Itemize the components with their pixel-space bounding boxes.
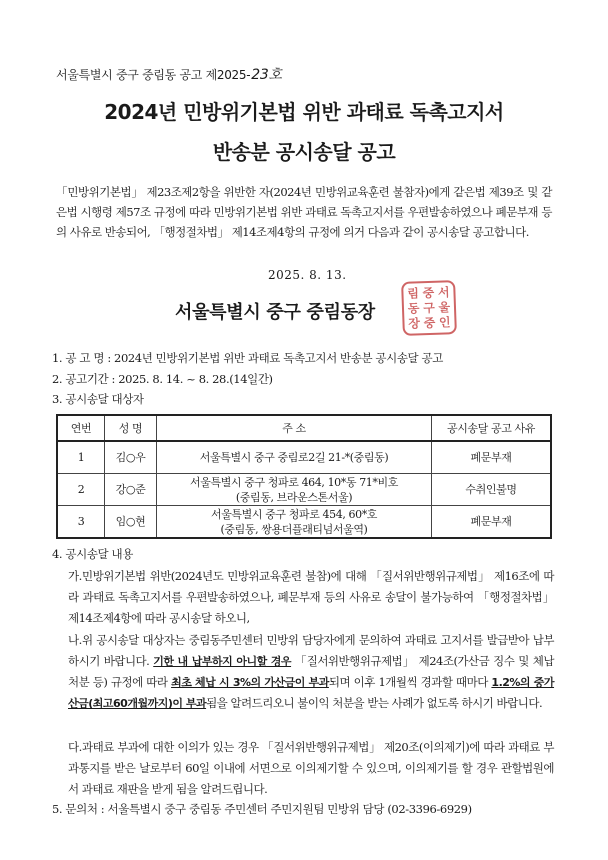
- item-notice-name: 1. 공 고 명 : 2024년 민방위기본법 위반 과태료 독촉고지서 반송분 공시송달 공고: [52, 351, 443, 365]
- table-row: [57, 506, 551, 539]
- table-row: [57, 441, 551, 474]
- section4-item-na: [68, 630, 554, 714]
- header-address: 주 소: [157, 415, 432, 441]
- cell-no: 3: [57, 506, 105, 539]
- emphasis-initial-surcharge: 최초 체납 시 3%의 가산금이 부과: [171, 676, 329, 689]
- emphasis-heavy-surcharge: 1.2%의 중가산금(최고60개월까지)이 부과: [68, 676, 555, 710]
- item-na-text: 위 공시송달 대상자는 중림동주민센터 민방위 담당자에게 문의하여 과태료 고지서를 발급받아 납부하시기 바랍니다.: [68, 633, 554, 668]
- item-marker: 다.: [68, 740, 82, 754]
- cell-reason: 폐문부재: [432, 506, 552, 539]
- seal-char: 서: [437, 284, 450, 300]
- cell-address: [157, 441, 432, 474]
- notice-number-handwritten: 23호: [251, 67, 282, 83]
- issuer-name: 서울특별시 중구 중림동장: [175, 302, 375, 323]
- seal-char: 중: [423, 316, 436, 331]
- seal-char: 동: [407, 301, 420, 316]
- address-line: 서울특별시 중구 청파로 454, 60*호: [210, 507, 378, 521]
- item-na-text: 됨을 알려드리오니 불이익 처분을 받는 사례가 없도록 하시기 바랍니다.: [206, 696, 543, 710]
- item-na-text: 되며 이후 1개월씩 경과할 때마다: [328, 675, 488, 689]
- notice-number-text: 서울특별시 중구 중림동 공고 제2025-: [56, 68, 251, 82]
- seal-char: 림: [407, 286, 420, 301]
- seal-char: 중: [422, 285, 435, 300]
- document-title-line2: 반송분 공시송달 공고: [212, 140, 396, 164]
- address-line: (중림동, 쌍용더플래티넘서울역): [220, 522, 368, 536]
- item-notice-period: 2. 공고기간 : 2025. 8. 14. ~ 8. 28.(14일간): [52, 372, 273, 386]
- item-target-heading: 3. 공시송달 대상자: [52, 392, 144, 406]
- target-table: [56, 414, 552, 539]
- cell-name: 임○현: [105, 506, 157, 539]
- cell-reason: 수취인불명: [432, 474, 552, 506]
- cell-no: 1: [57, 441, 105, 474]
- official-seal-stamp: [401, 280, 457, 336]
- seal-char: 울: [438, 300, 451, 315]
- item-ga-text: 민방위기본법 위반(2024년도 민방위교육훈련 불참)에 대해 「질서위반행위규제법」 제16조에 따라 과태료 독촉고지서를 우편발송하였으나, 폐문부재 등의 사유로 송달이 불가능하여 「행정절차법」 제14조제4항에 따라 공시송달 하오니,: [68, 569, 554, 625]
- document-title-line1: 2024년 민방위기본법 위반 과태료 독촉고지서: [104, 100, 504, 124]
- cell-address: [157, 506, 432, 539]
- address-line: (중림동, 브라운스톤서울): [235, 490, 353, 504]
- address-line: 서울특별시 중구 청파로 464, 10*동 71*비호: [190, 475, 398, 489]
- item-na-text: 「질서위반행위규제법」 제24조(가산금 징수 및 체납처분 등) 규정에 따라: [68, 654, 555, 689]
- cell-address: [157, 474, 432, 506]
- header-no: 연번: [57, 415, 105, 441]
- table-row: [57, 474, 551, 506]
- section4-item-da: [68, 737, 554, 800]
- item-marker: 나.: [68, 633, 82, 647]
- seal-char: 인: [438, 315, 451, 330]
- header-reason: 공시송달 공고 사유: [432, 415, 552, 441]
- item-da-text: 과태료 부과에 대한 이의가 있는 경우 「질서위반행위규제법」 제20조(이의제기)에 따라 과태료 부과통지를 받은 날로부터 60일 이내에 서면으로 이의제기할 수 있으며, 이의제기를 할 경우 관할법원에서 과태료 재판을 받게 됨을 알려드립니다.: [68, 740, 554, 796]
- cell-name: 김○우: [105, 441, 157, 474]
- header-name: 성 명: [105, 415, 157, 441]
- cell-no: 2: [57, 474, 105, 506]
- contact-info: 5. 문의처 : 서울특별시 중구 중림동 주민센터 주민지원팀 민방위 담당 (02-3396-6929): [52, 802, 472, 816]
- cell-reason: 폐문부재: [432, 441, 552, 474]
- cell-name: 강○준: [105, 474, 157, 506]
- intro-paragraph: 「민방위기본법」 제23조제2항을 위반한 자(2024년 민방위교육훈련 불참자)에게 같은법 제39조 및 같은법 시행령 제57조 규정에 따라 민방위기본법 위반 과태료 독촉고지서를 우편발송하였으나 폐문부재 등의 사유로 반송되어, 「행정절차법」 제14조제4항의 규정에 의거 다음과 같이 공시송달 공고합니다.: [56, 185, 552, 239]
- emphasis-deadline: 기한 내 납부하지 아니할 경우: [153, 655, 292, 668]
- seal-char: 구: [422, 300, 436, 316]
- notice-number: [56, 64, 282, 84]
- notice-date: 2025. 8. 13.: [268, 268, 347, 282]
- section4-heading: 4. 공시송달 내용: [52, 547, 133, 561]
- address-line: 서울특별시 중구 중림로2길 21-*(중림동): [199, 451, 389, 464]
- table-header-row: [57, 415, 551, 441]
- item-marker: 가.: [68, 569, 82, 583]
- section4-item-ga: [68, 566, 554, 629]
- seal-char: 장: [408, 316, 421, 332]
